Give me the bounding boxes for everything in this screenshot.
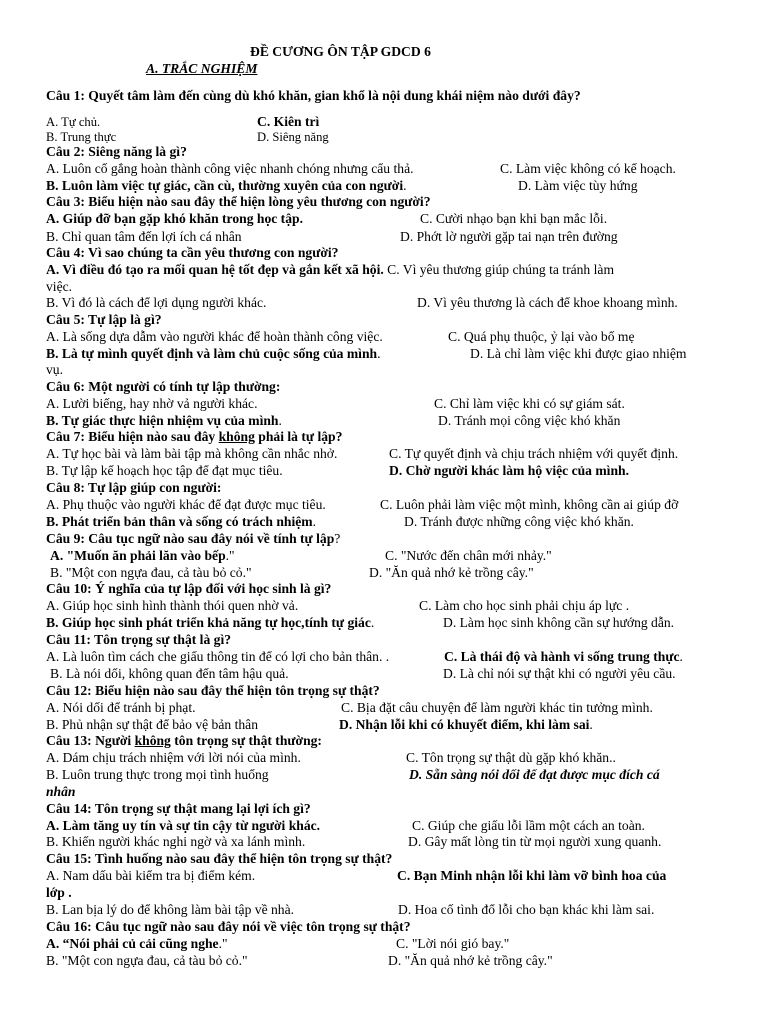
q6-option-b: [46, 413, 282, 429]
question-3: Câu 3: Biểu hiện nào sau đây thể hiện lòng yêu thương con người?: [46, 194, 431, 209]
q13-option-a: A. Dám chịu trách nhiệm với lời nói của mình.: [46, 750, 301, 765]
question-9-end: ?: [334, 531, 341, 546]
q4-option-b: B. Vì đó là cách để lợi dụng người khác.: [46, 295, 267, 310]
question-7-post: phải là tự lập?: [254, 429, 343, 444]
q1-option-d: D. Siêng năng: [257, 130, 329, 144]
question-7: [46, 429, 342, 445]
q12-option-d-text: D. Nhận lỗi khi có khuyết điểm, khi làm sai: [339, 717, 590, 732]
q11-option-b: B. Là nói dối, không quan đến tâm hậu quả.: [50, 666, 289, 681]
q5-option-a: A. Là sống dựa dẫm vào người khác để hoàn thành công việc.: [46, 329, 383, 344]
q16-option-a: [46, 936, 228, 952]
q14-option-c: C. Giúp che giấu lỗi lầm một cách an toàn.: [412, 818, 645, 833]
q5-option-d: D. Là chỉ làm việc khi được giao nhiệm: [470, 346, 687, 361]
q11-option-a: A. Là luôn tìm cách che giấu thông tin để có lợi cho bản thân. .: [46, 649, 390, 664]
q9-option-c: C. "Nước đến chân mới nhảy.": [385, 548, 552, 563]
q14-option-a: A. Làm tăng uy tín và sự tin cậy từ người khác.: [46, 818, 321, 833]
q9-option-b: B. "Một con ngựa đau, cả tàu bỏ cỏ.": [50, 565, 252, 580]
q11-option-c-text: C. Là thái độ và hành vi sống trung thực: [444, 649, 680, 664]
q6-option-b-text: B. Tự giác thực hiện nhiệm vụ của mình: [46, 413, 279, 428]
q9-option-d: D. "Ăn quả nhớ kẻ trồng cây.": [369, 565, 534, 580]
q12-option-d-end: .: [589, 717, 593, 732]
q3-option-d: D. Phớt lờ người gặp tai nạn trên đường: [400, 229, 618, 244]
q2-option-a: A. Luôn cố gắng hoàn thành công việc nhanh chóng nhưng cẩu thả.: [46, 161, 414, 176]
q2-option-b: [46, 178, 407, 194]
q9-option-a-end: .": [225, 548, 235, 563]
q13-option-b: B. Luôn trung thực trong mọi tình huống: [46, 767, 269, 782]
q8-option-c: C. Luôn phải làm việc một mình, không cần ai giúp đỡ: [380, 497, 679, 512]
q2-option-b-end: .: [403, 178, 407, 193]
question-13-pre: Câu 13: Người: [46, 733, 135, 748]
question-14: Câu 14: Tôn trọng sự thật mang lại lợi ích gì?: [46, 801, 311, 816]
q15-option-d: D. Hoa cố tình đổ lỗi cho bạn khác khi làm sai.: [398, 902, 655, 917]
question-11: Câu 11: Tôn trọng sự thật là gì?: [46, 632, 232, 647]
q3-option-b: B. Chỉ quan tâm đến lợi ích cá nhân: [46, 229, 242, 244]
question-4: Câu 4: Vì sao chúng ta cần yêu thương con người?: [46, 245, 339, 260]
question-16: Câu 16: Câu tục ngữ nào sau đây nói về việc tôn trọng sự thật?: [46, 919, 411, 934]
q9-option-a: [50, 548, 235, 564]
q7-option-d: D. Chờ người khác làm hộ việc của mình.: [389, 463, 629, 478]
q15-option-c-cont: lớp .: [46, 885, 72, 900]
q10-option-b-text: B. Giúp học sinh phát triển khả năng tự học,tính tự giác: [46, 615, 371, 630]
question-8: Câu 8: Tự lập giúp con người:: [46, 480, 222, 495]
q12-option-b: B. Phủ nhận sự thật để bảo vệ bản thân: [46, 717, 258, 732]
q12-option-a: A. Nói dối để tránh bị phạt.: [46, 700, 196, 715]
question-7-negation: không: [218, 429, 255, 444]
question-9: [46, 531, 340, 547]
q5-option-b-end: .: [377, 346, 381, 361]
q7-option-a: A. Tự học bài và làm bài tập mà không cần nhắc nhở.: [46, 446, 338, 461]
q10-option-d: D. Làm học sinh không cần sự hướng dẫn.: [443, 615, 675, 630]
q4-option-a: A. Vì điều đó tạo ra mối quan hệ tốt đẹp và gắn kết xã hội.: [46, 262, 384, 277]
q13-option-d-cont: nhân: [46, 784, 76, 799]
q6-option-a: A. Lười biếng, hay nhờ vả người khác.: [46, 396, 258, 411]
q4-option-c: C. Vì yêu thương giúp chúng ta tránh làm: [383, 262, 615, 277]
q1-option-a: A. Tự chủ.: [46, 115, 101, 129]
question-13: [46, 733, 322, 749]
question-12: Câu 12: Biểu hiện nào sau đây thể hiện tôn trọng sự thật?: [46, 683, 380, 698]
question-9-text: Câu 9: Câu tục ngữ nào sau đây nói về tính tự lập: [46, 531, 335, 546]
q4-option-c-cont: việc.: [46, 279, 73, 294]
q8-option-b-text: B. Phát triển bản thân và sống có trách nhiệm: [46, 514, 313, 529]
page-title: ĐỀ CƯƠNG ÔN TẬP GDCD 6: [250, 44, 431, 59]
q1-option-b: B. Trung thực: [46, 130, 117, 144]
question-7-pre: Câu 7: Biểu hiện nào sau đây: [46, 429, 219, 444]
q10-option-b: [46, 615, 374, 631]
q4-option-a-row: [46, 262, 614, 278]
question-5: Câu 5: Tự lập là gì?: [46, 312, 162, 327]
q9-option-a-text: A. "Muốn ăn phải lăn vào bếp: [50, 548, 226, 563]
q11-option-c: [444, 649, 683, 665]
q10-option-c: C. Làm cho học sinh phải chịu áp lực .: [419, 598, 630, 613]
q2-option-b-text: B. Luôn làm việc tự giác, cần cù, thường xuyên của con người: [46, 178, 404, 193]
section-heading: A. TRẮC NGHIỆM: [146, 61, 258, 76]
q14-option-b: B. Khiến người khác nghi ngờ và xa lánh mình.: [46, 834, 306, 849]
q13-option-c: C. Tôn trọng sự thật dù gặp khó khăn..: [406, 750, 616, 765]
q1-option-c: C. Kiên trì: [257, 114, 320, 129]
q3-option-a: A. Giúp đỡ bạn gặp khó khăn trong học tập.: [46, 211, 303, 226]
q8-option-b: [46, 514, 316, 530]
q15-option-a: A. Nam dấu bài kiểm tra bị điểm kém.: [46, 868, 256, 883]
q5-option-d-cont: vụ.: [46, 362, 63, 377]
q10-option-b-end: .: [370, 615, 375, 630]
q16-option-b: B. "Một con ngựa đau, cả tàu bỏ cỏ.": [46, 953, 248, 968]
q6-option-d: D. Tránh mọi công việc khó khăn: [438, 413, 621, 428]
question-1: Câu 1: Quyết tâm làm đến cùng dù khó khăn, gian khổ là nội dung khái niệm nào dưới đây?: [46, 88, 581, 103]
q5-option-b-text: B. Là tự mình quyết định và làm chủ cuộc sống của mình: [46, 346, 378, 361]
question-13-negation: không: [134, 733, 171, 748]
q4-option-d: D. Vì yêu thương là cách để khoe khoang mình.: [417, 295, 678, 310]
q10-option-a: A. Giúp học sinh hình thành thói quen nhờ vả.: [46, 598, 299, 613]
q6-option-c: C. Chỉ làm việc khi có sự giám sát.: [434, 396, 625, 411]
q8-option-b-end: .: [312, 514, 317, 529]
q5-option-c: C. Quá phụ thuộc, ỷ lại vào bố mẹ: [448, 329, 635, 344]
q12-option-d: [339, 717, 593, 733]
q13-option-d: D. Sẵn sàng nói dối để đạt được mục đích cá: [409, 767, 660, 782]
q12-option-c: C. Bịa đặt câu chuyện để làm người khác tin tưởng mình.: [341, 700, 653, 715]
q7-option-c: C. Tự quyết định và chịu trách nhiệm với quyết định.: [389, 446, 679, 461]
q15-option-c: C. Bạn Minh nhận lỗi khi làm vỡ bình hoa của: [397, 868, 667, 883]
q16-option-a-end: .": [218, 936, 228, 951]
q7-option-b: B. Tự lập kế hoạch học tập để đạt mục tiêu.: [46, 463, 283, 478]
q6-option-b-end: .: [278, 413, 282, 428]
q2-option-c: C. Làm việc không có kế hoạch.: [500, 161, 676, 176]
q14-option-d: D. Gây mất lòng tin từ mọi người xung quanh.: [408, 834, 662, 849]
q11-option-d: D. Là chỉ nói sự thật khi có người yêu cầu.: [443, 666, 676, 681]
q3-option-c: C. Cười nhạo bạn khi bạn mắc lỗi.: [420, 211, 608, 226]
q8-option-d: D. Tránh được những công việc khó khăn.: [404, 514, 634, 529]
q15-option-b: B. Lan bịa lý do để không làm bài tập về nhà.: [46, 902, 295, 917]
question-10: Câu 10: Ý nghĩa của tự lập đối với học sinh là gì?: [46, 581, 332, 596]
question-13-post: tôn trọng sự thật thường:: [170, 733, 322, 748]
q8-option-a: A. Phụ thuộc vào người khác để đạt được mục tiêu.: [46, 497, 326, 512]
q16-option-c: C. "Lời nói gió bay.": [396, 936, 510, 951]
question-6: Câu 6: Một người có tính tự lập thường:: [46, 379, 281, 394]
question-15: Câu 15: Tình huống nào sau đây thể hiện tôn trọng sự thật?: [46, 851, 393, 866]
question-2: Câu 2: Siêng năng là gì?: [46, 144, 187, 159]
q16-option-d: D. "Ăn quả nhớ kẻ trồng cây.": [388, 953, 553, 968]
q5-option-b: [46, 346, 380, 362]
q16-option-a-text: A. “Nói phải củ cải cũng nghe: [46, 936, 219, 951]
q2-option-d: D. Làm việc tùy hứng: [518, 178, 638, 193]
q11-option-c-end: .: [679, 649, 683, 664]
